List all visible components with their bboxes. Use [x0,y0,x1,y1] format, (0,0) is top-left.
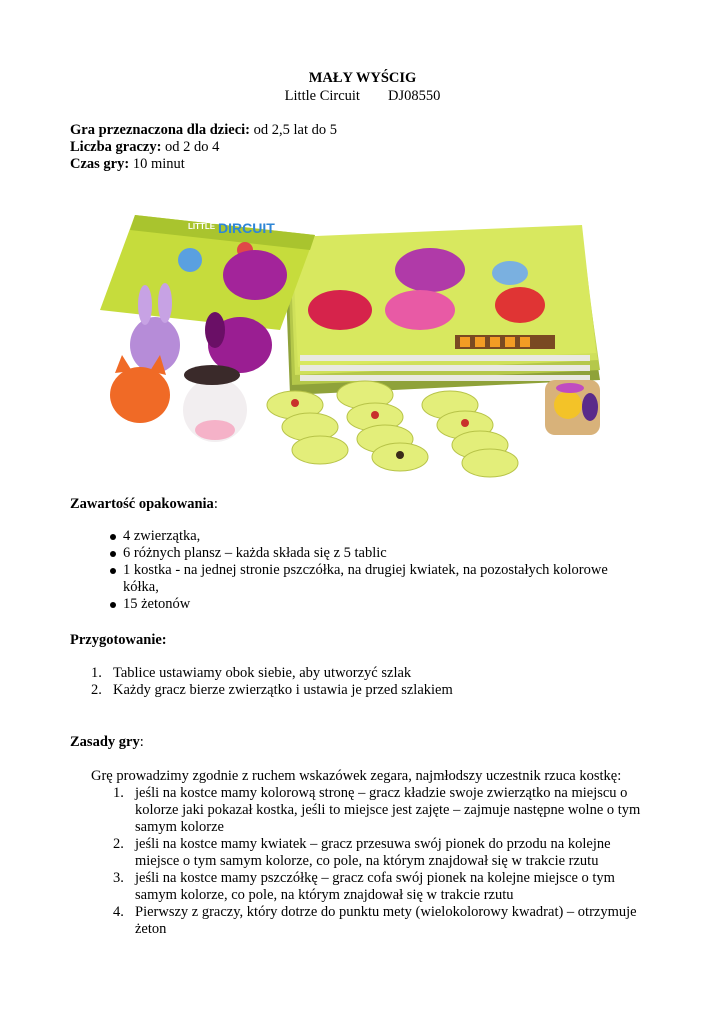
rule-line: samym kolorze [135,819,224,835]
tokens [267,381,518,477]
doc-subtitle [0,88,725,105]
prep-number: 2. [91,682,102,698]
rule-number: 4. [113,904,124,920]
contents-heading [70,496,218,513]
rule-number: 1. [113,785,124,801]
rule-line: miejsce o tym samym kolorze, co pole, na którym znajdował się w trakcie rzutu [135,853,599,869]
rules-heading-colon: : [139,734,144,750]
subtitle-text: Little Circuit [284,88,360,104]
prep-heading-text: Przygotowanie: [70,632,167,648]
info-age-label: Gra przeznaczona dla dzieci: [70,122,250,138]
rules-heading [70,734,144,751]
bullet-dot [110,534,116,540]
info-time-value: 10 minut [129,156,185,172]
product-code: DJ08550 [387,88,441,104]
info-players [70,139,219,156]
rule-line: jeśli na kostce mamy kolorową stronę – gracz kładzie swoje zwierzątko na miejscu o [135,785,628,801]
game-boards [285,225,600,395]
prep-item: Każdy gracz bierze zwierzątko i ustawia je przed szlakiem [113,682,453,698]
product-photo [100,195,625,480]
info-players-label: Liczba graczy: [70,139,162,155]
rule-line: kolorze jaki pokazał kostka, jeśli to miejsce jest zajęte – zajmuje następne wolne o tym [135,802,641,818]
box-small-text: LITTLE [188,222,216,231]
rule-line: Pierwszy z graczy, który dotrze do punktu mety (wielokolorowy kwadrat) – otrzymuje [135,904,637,920]
info-players-value: od 2 do 4 [161,139,220,155]
rules-intro: Grę prowadzimy zgodnie z ruchem wskazówek zegara, najmłodszy uczestnik rzuca kostkę: [91,768,622,784]
prep-item: Tablice ustawiamy obok siebie, aby utworzyć szlak [113,665,412,681]
rule-line: jeśli na kostce mamy kwiatek – gracz przesuwa swój pionek do przodu na kolejne [135,836,611,852]
contents-item: 15 żetonów [123,596,191,612]
rule-number: 2. [113,836,124,852]
info-age-value: od 2,5 lat do 5 [250,122,337,138]
prep-heading [70,632,167,649]
prep-number: 1. [91,665,102,681]
contents-heading-colon: : [213,496,218,512]
info-time [70,156,185,173]
bullet-dot [110,568,116,574]
rule-line: samym kolorze, co pole, na którym znajdował się w trakcie rzutu [135,887,514,903]
contents-heading-text: Zawartość opakowania [70,496,214,512]
contents-item: 1 kostka - na jednej stronie pszczółka, na drugiej kwiatek, na pozostałych kolorowe [123,562,608,578]
info-age [70,122,337,139]
info-time-label: Czas gry: [70,156,130,172]
box-logo-text: DIRCUIT [218,220,275,236]
rule-line: żeton [135,921,167,937]
title-text: MAŁY WYŚCIG [308,70,417,86]
contents-item-continuation: kółka, [123,579,159,595]
bullet-dot [110,551,116,557]
rule-line: jeśli na kostce mamy pszczółkę – gracz cofa swój pionek na kolejne miejsce o tym [135,870,615,886]
contents-item: 4 zwierzątka, [123,528,201,544]
contents-item: 6 różnych plansz – każda składa się z 5 tablic [123,545,387,561]
rule-number: 3. [113,870,124,886]
rules-heading-text: Zasady gry [70,734,140,750]
doc-title [0,70,725,87]
bullet-dot [110,602,116,608]
die [545,380,600,435]
